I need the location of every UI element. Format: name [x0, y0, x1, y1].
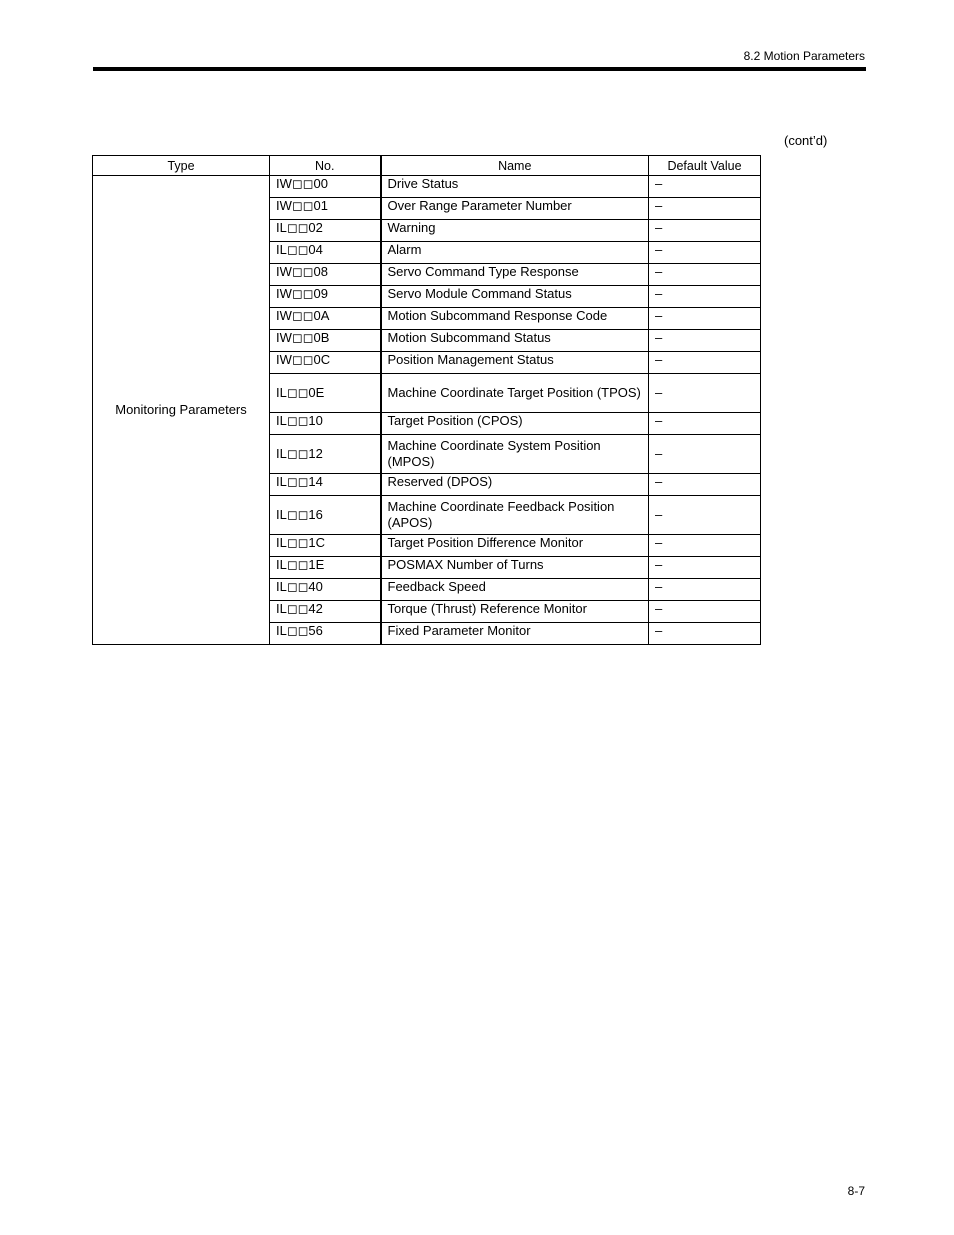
- register-number-cell: IL◻◻04: [270, 242, 381, 264]
- register-number-cell: IL◻◻0E: [270, 374, 381, 413]
- register-number-cell: IL◻◻10: [270, 413, 381, 435]
- parameter-name-cell: Position Management Status: [381, 352, 649, 374]
- register-number-cell: IL◻◻40: [270, 579, 381, 601]
- type-cell: Monitoring Parameters: [93, 176, 270, 645]
- default-value-cell: –: [649, 435, 761, 474]
- register-number-cell: IL◻◻1C: [270, 535, 381, 557]
- parameter-name-cell: Target Position (CPOS): [381, 413, 649, 435]
- default-value-cell: –: [649, 579, 761, 601]
- default-value-cell: –: [649, 220, 761, 242]
- register-number-cell: IL◻◻1E: [270, 557, 381, 579]
- table-header-row: [93, 156, 761, 176]
- parameter-name-cell: POSMAX Number of Turns: [381, 557, 649, 579]
- parameter-name-cell: Servo Command Type Response: [381, 264, 649, 286]
- parameter-name-cell: Over Range Parameter Number: [381, 198, 649, 220]
- register-number-cell: IW◻◻09: [270, 286, 381, 308]
- header-rule: [93, 67, 866, 71]
- default-value-cell: –: [649, 374, 761, 413]
- register-number-cell: IW◻◻0C: [270, 352, 381, 374]
- default-value-cell: –: [649, 474, 761, 496]
- register-number-cell: IL◻◻16: [270, 496, 381, 535]
- parameter-name-cell: Machine Coordinate Feedback Position (APOS): [381, 496, 649, 535]
- parameter-name-cell: Reserved (DPOS): [381, 474, 649, 496]
- default-value-cell: –: [649, 242, 761, 264]
- continued-label: (cont’d): [784, 133, 828, 148]
- register-number-cell: IW◻◻01: [270, 198, 381, 220]
- default-value-cell: –: [649, 623, 761, 645]
- parameter-name-cell: Servo Module Command Status: [381, 286, 649, 308]
- register-number-cell: IL◻◻42: [270, 601, 381, 623]
- column-header-no: No.: [270, 156, 381, 176]
- parameter-name-cell: Motion Subcommand Status: [381, 330, 649, 352]
- default-value-cell: –: [649, 352, 761, 374]
- column-header-name: Name: [381, 156, 649, 176]
- default-value-cell: –: [649, 535, 761, 557]
- parameter-name-cell: Drive Status: [381, 176, 649, 198]
- parameter-name-cell: Machine Coordinate Target Position (TPOS): [381, 374, 649, 413]
- default-value-cell: –: [649, 176, 761, 198]
- default-value-cell: –: [649, 557, 761, 579]
- register-number-cell: IL◻◻56: [270, 623, 381, 645]
- register-number-cell: IW◻◻00: [270, 176, 381, 198]
- register-number-cell: IL◻◻14: [270, 474, 381, 496]
- default-value-cell: –: [649, 601, 761, 623]
- default-value-cell: –: [649, 264, 761, 286]
- column-header-default-value: Default Value: [649, 156, 761, 176]
- parameter-name-cell: Feedback Speed: [381, 579, 649, 601]
- register-number-cell: IW◻◻0B: [270, 330, 381, 352]
- register-number-cell: IW◻◻08: [270, 264, 381, 286]
- default-value-cell: –: [649, 198, 761, 220]
- parameter-table: [92, 155, 761, 645]
- default-value-cell: –: [649, 308, 761, 330]
- register-number-cell: IL◻◻12: [270, 435, 381, 474]
- default-value-cell: –: [649, 413, 761, 435]
- register-number-cell: IL◻◻02: [270, 220, 381, 242]
- default-value-cell: –: [649, 496, 761, 535]
- parameter-name-cell: Motion Subcommand Response Code: [381, 308, 649, 330]
- parameter-name-cell: Target Position Difference Monitor: [381, 535, 649, 557]
- register-number-cell: IW◻◻0A: [270, 308, 381, 330]
- default-value-cell: –: [649, 330, 761, 352]
- default-value-cell: –: [649, 286, 761, 308]
- column-header-type: Type: [93, 156, 270, 176]
- parameter-name-cell: Torque (Thrust) Reference Monitor: [381, 601, 649, 623]
- parameter-name-cell: Machine Coordinate System Position (MPOS): [381, 435, 649, 474]
- table-row: [93, 176, 761, 198]
- parameter-name-cell: Fixed Parameter Monitor: [381, 623, 649, 645]
- page-number: 8-7: [847, 1184, 865, 1198]
- parameter-name-cell: Warning: [381, 220, 649, 242]
- running-header: 8.2 Motion Parameters: [743, 49, 865, 63]
- parameter-name-cell: Alarm: [381, 242, 649, 264]
- table-body: [93, 176, 761, 645]
